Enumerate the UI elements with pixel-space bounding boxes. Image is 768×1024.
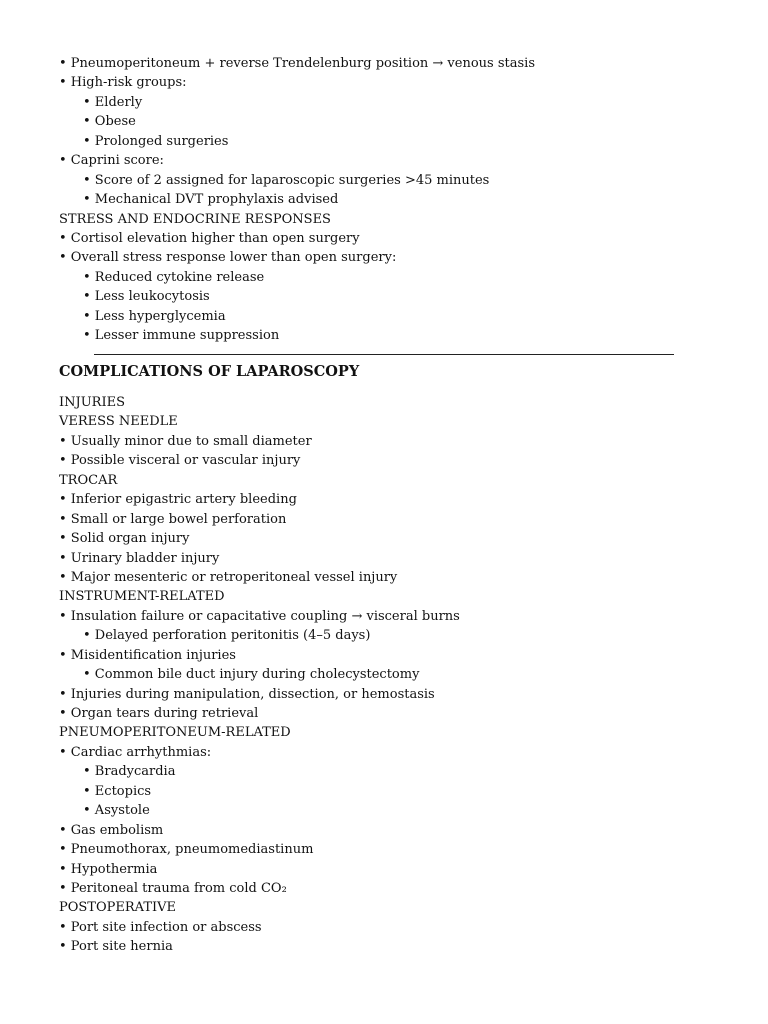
sub-bullet-item: • Common bile duct injury during cholecystectomy	[83, 667, 420, 683]
sub-bullet-item: • Delayed perforation peritonitis (4–5 days)	[83, 628, 371, 644]
bullet-item: • Hypothermia	[59, 861, 158, 877]
section-divider	[94, 354, 674, 355]
bullet-item: • Port site hernia	[59, 939, 173, 955]
subsection-label: POSTOPERATIVE	[59, 900, 177, 916]
subsection-label: PNEUMOPERITONEUM-RELATED	[59, 725, 291, 741]
bullet-item: • Cardiac arrhythmias:	[59, 744, 212, 760]
bullet-item: • Usually minor due to small diameter	[59, 433, 312, 449]
bullet-item: • Major mesenteric or retroperitoneal vessel injury	[59, 569, 398, 585]
sub-bullet-item: • Less hyperglycemia	[83, 308, 226, 324]
bullet-item: • Pneumothorax, pneumomediastinum	[59, 842, 314, 858]
bullet-item: • Caprini score:	[59, 153, 164, 169]
bullet-item: • Overall stress response lower than open surgery:	[59, 250, 397, 266]
sub-bullet-item: • Elderly	[83, 94, 143, 110]
top-text-block	[59, 54, 709, 346]
subsection-label: INJURIES	[59, 395, 125, 410]
sub-bullet-item: • Mechanical DVT prophylaxis advised	[83, 192, 339, 208]
subsection-label: STRESS AND ENDOCRINE RESPONSES	[59, 211, 331, 227]
bullet-item: • High-risk groups:	[59, 75, 187, 91]
section-heading: COMPLICATIONS OF LAPAROSCOPY	[59, 363, 360, 380]
sub-bullet-item: • Bradycardia	[83, 764, 176, 780]
sub-bullet-item: • Reduced cytokine release	[83, 269, 265, 285]
bullet-item: • Misidentification injuries	[59, 647, 236, 663]
bullet-item: • Port site infection or abscess	[59, 919, 262, 935]
bullet-item: • Pneumoperitoneum + reverse Trendelenburg position → venous stasis	[59, 56, 535, 71]
bullet-item: • Urinary bladder injury	[59, 550, 220, 566]
sub-bullet-item: • Prolonged surgeries	[83, 133, 229, 149]
subsection-label: VERESS NEEDLE	[59, 414, 178, 430]
bullet-item: • Injuries during manipulation, dissection, or hemostasis	[59, 686, 435, 702]
sub-bullet-item: • Lesser immune suppression	[83, 328, 280, 344]
bullet-item: • Peritoneal trauma from cold CO₂	[59, 880, 287, 896]
subsection-label: INSTRUMENT-RELATED	[59, 589, 225, 605]
sub-bullet-item: • Asystole	[83, 803, 150, 819]
bullet-item: • Inferior epigastric artery bleeding	[59, 492, 297, 508]
subsection-label: TROCAR	[59, 472, 118, 488]
bullet-item: • Gas embolism	[59, 822, 164, 838]
sub-bullet-item: • Obese	[83, 114, 136, 130]
bullet-item: • Solid organ injury	[59, 531, 190, 547]
sub-bullet-item: • Score of 2 assigned for laparoscopic surgeries >45 minutes	[83, 172, 490, 188]
bullet-item: • Possible visceral or vascular injury	[59, 453, 301, 469]
bullet-item: • Organ tears during retrieval	[59, 706, 259, 721]
bullet-item: • Insulation failure or capacitative coupling → visceral burns	[59, 608, 460, 624]
bullet-item: • Small or large bowel perforation	[59, 511, 287, 527]
sub-bullet-item: • Less leukocytosis	[83, 289, 210, 305]
bottom-text-block	[59, 393, 709, 957]
bullet-item: • Cortisol elevation higher than open surgery	[59, 230, 360, 246]
sub-bullet-item: • Ectopics	[83, 783, 152, 799]
